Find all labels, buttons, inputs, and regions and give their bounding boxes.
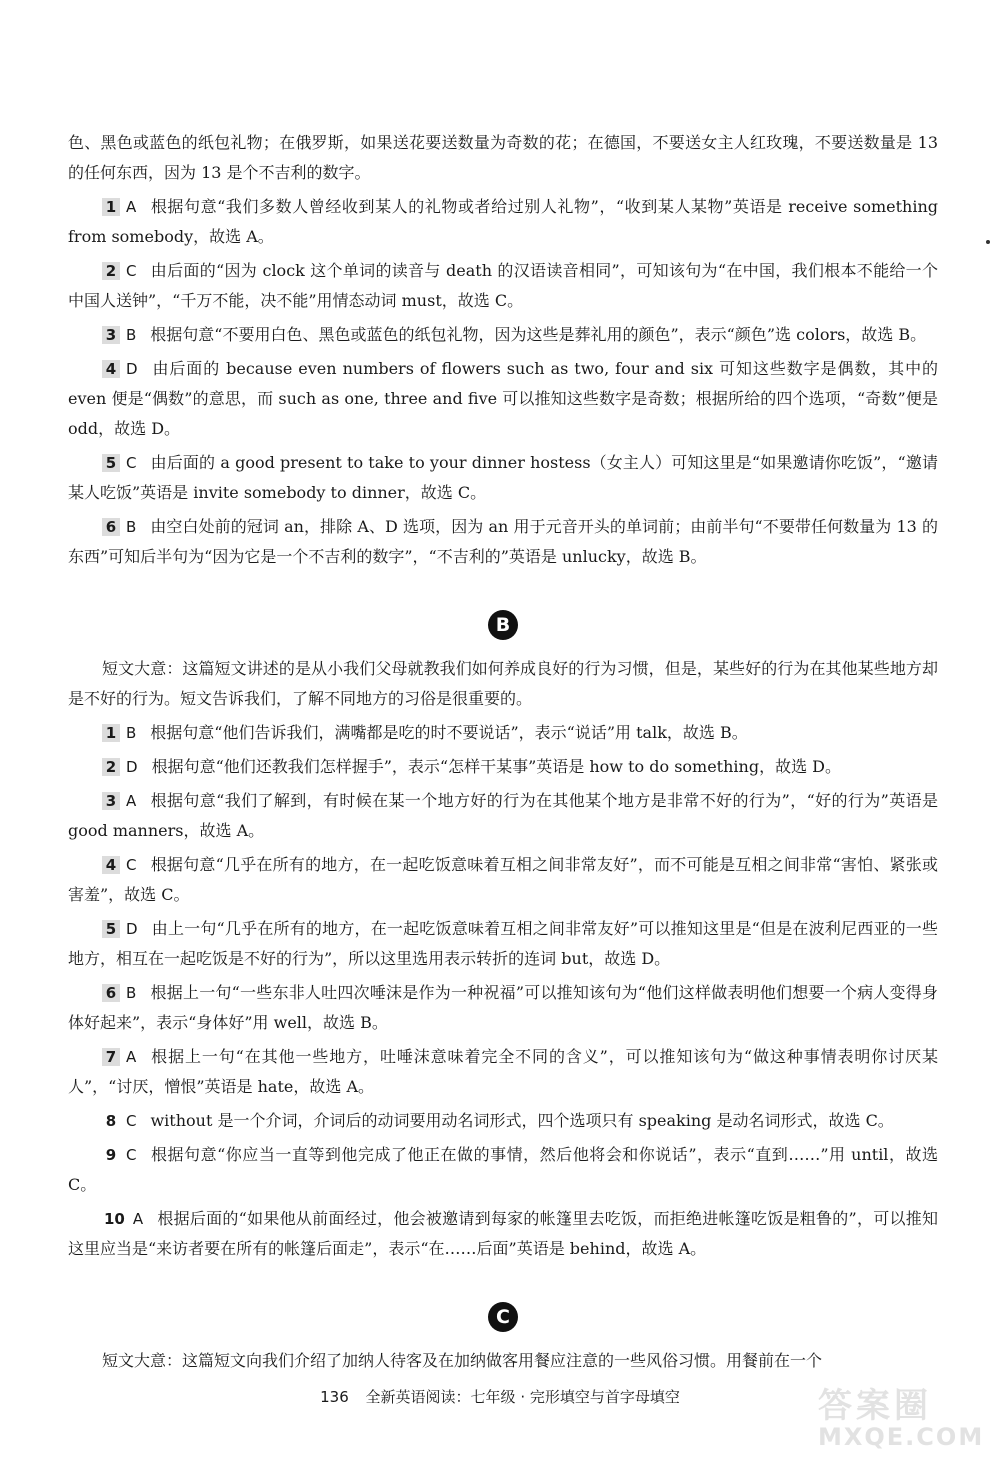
answer-explanation: 由后面的 a good present to take to your dinner hostess（女主人）可知这里是“如果邀请你吃饭”，“邀请某人吃饭”英语是 invite somebody to dinner，故选 C。: [68, 453, 938, 502]
answer-letter: D: [126, 920, 138, 938]
answer-letter: B: [126, 984, 137, 1002]
answer-number: 5: [102, 920, 120, 938]
answer-number: 4: [102, 856, 120, 874]
answer-number: 2: [102, 262, 120, 280]
answer-explanation: 根据句意“几乎在所有的地方，在一起吃饭意味着互相之间非常友好”，而不可能是互相之间非常“害怕、紧张或害羞”，故选 C。: [68, 855, 938, 904]
answer-number: 3: [102, 326, 120, 344]
answer-item: [68, 718, 938, 748]
section-b-heading: [68, 610, 938, 642]
answer-letter: C: [126, 856, 137, 874]
section-c-summary: 短文大意：这篇短文向我们介绍了加纳人待客及在加纳做客用餐应注意的一些风俗习惯。用餐前在一个: [102, 1351, 823, 1370]
answer-item: [68, 752, 938, 782]
answer-explanation: 根据句意“我们了解到，有时候在某一个地方好的行为在其他某个地方是非常不好的行为”，“好的行为”英语是 good manners，故选 A。: [68, 791, 938, 840]
answer-number: 7: [102, 1048, 120, 1066]
answer-item: [68, 354, 938, 444]
section-a-answers: [68, 192, 938, 572]
answer-letter: A: [126, 198, 137, 216]
answer-letter: A: [126, 1048, 137, 1066]
section-c-heading: [68, 1302, 938, 1334]
watermark-logo: [818, 1378, 988, 1468]
answer-explanation: 由后面的 because even numbers of flowers such as two, four and six 可知这些数字是偶数，其中的 even 便是“偶数”的意思，而 such as one, three and five 可以推知这些数字是奇数；根据所给的四个选项，“奇数”便是 odd，故选 D。: [68, 359, 938, 438]
answer-explanation: 根据句意“不要用白色、黑色或蓝色的纸包礼物，因为这些是葬礼用的颜色”，表示“颜色”选 colors，故选 B。: [150, 325, 927, 344]
answer-number: 2: [102, 758, 120, 776]
answer-letter: D: [126, 758, 138, 776]
top-continuation-paragraph: 色、黑色或蓝色的纸包礼物；在俄罗斯，如果送花要送数量为奇数的花；在德国，不要送女主人红玫瑰，不要送数量是 13 的任何东西，因为 13 是个不吉利的数字。: [68, 133, 938, 182]
page-number: 136: [320, 1388, 349, 1406]
answer-number: 4: [102, 360, 120, 378]
answer-letter: C: [126, 1112, 137, 1130]
answer-letter: A: [132, 1210, 144, 1228]
answer-number: 10: [104, 1210, 125, 1228]
answer-explanation: 根据句意“他们告诉我们，满嘴都是吃的时不要说话”，表示“说话”用 talk，故选 B。: [150, 723, 748, 742]
section-b-answers: [68, 718, 938, 1264]
answer-explanation: 根据句意“他们还教我们怎样握手”，表示“怎样干某事”英语是 how to do something，故选 D。: [151, 757, 841, 776]
page-content: [68, 0, 938, 1380]
answer-number: 9: [105, 1146, 117, 1164]
answer-item: [68, 786, 938, 846]
answer-item: [68, 192, 938, 252]
answer-letter: B: [126, 518, 137, 536]
answer-letter: D: [126, 360, 138, 378]
watermark-line2: MXQE.COM: [818, 1423, 985, 1451]
answer-explanation: 根据后面的“如果他从前面经过，他会被邀请到每家的帐篷里去吃饭，而拒绝进帐篷吃饭是粗鲁的”，可以推知这里应当是“来访者要在所有的帐篷后面走”，表示“在……后面”英语是 behind，故选 A。: [68, 1209, 938, 1258]
answer-explanation: 根据上一句“一些东非人吐四次唾沫是作为一种祝福”可以推知该句为“他们这样做表明他们想要一个病人变得身体好起来”，表示“身体好”用 well，故选 B。: [68, 983, 938, 1032]
answer-item: [68, 512, 938, 572]
answer-item: [68, 448, 938, 508]
answer-item: [68, 1204, 938, 1264]
answer-letter: C: [126, 454, 137, 472]
section-b-summary: 短文大意：这篇短文讲述的是从小我们父母就教我们如何养成良好的行为习惯，但是，某些好的行为在其他某些地方却是不好的行为。短文告诉我们，了解不同地方的习俗是很重要的。: [68, 659, 938, 708]
answer-item: [68, 978, 938, 1038]
answer-number: 1: [102, 724, 120, 742]
answer-explanation: 根据句意“你应当一直等到他完成了他正在做的事情，然后他将会和你说话”，表示“直到……”用 until，故选 C。: [68, 1145, 938, 1194]
answer-number: 1: [102, 198, 120, 216]
answer-explanation: 根据句意“我们多数人曾经收到某人的礼物或者给过别人礼物”，“收到某人某物”英语是 receive something from somebody，故选 A。: [68, 197, 938, 246]
answer-item: [68, 1106, 938, 1136]
answer-number: 8: [105, 1112, 117, 1130]
answer-letter: B: [126, 326, 137, 344]
answer-letter: C: [126, 1146, 137, 1164]
answer-explanation: 由空白处前的冠词 an，排除 A、D 选项，因为 an 用于元音开头的单词前；由前半句“不要带任何数量为 13 的东西”可知后半句为“因为它是一个不吉利的数字”，“不吉利的”英语是 unlucky，故选 B。: [68, 517, 938, 566]
answer-explanation: 由上一句“几乎在所有的地方，在一起吃饭意味着互相之间非常友好”可以推知这里是“但是在波利尼西亚的一些地方，相互在一起吃饭是不好的行为”，所以这里选用表示转折的连词 but，故选 D。: [68, 919, 938, 968]
section-b-badge: B: [488, 610, 518, 640]
section-c-badge: C: [488, 1302, 518, 1332]
answer-item: [68, 256, 938, 316]
answer-letter: A: [126, 792, 137, 810]
answer-explanation: 由后面的“因为 clock 这个单词的读音与 death 的汉语读音相同”，可知该句为“在中国，我们根本不能给一个中国人送钟”，“千万不能，决不能”用情态动词 must，故选 C。: [68, 261, 938, 310]
answer-letter: B: [126, 724, 137, 742]
answer-item: [68, 1140, 938, 1200]
answer-item: [68, 1042, 938, 1102]
answer-number: 5: [102, 454, 120, 472]
answer-explanation: 根据上一句“在其他一些地方，吐唾沫意味着完全不同的含义”，可以推知该句为“做这种事情表明你讨厌某人”，“讨厌，憎恨”英语是 hate，故选 A。: [68, 1047, 938, 1096]
watermark-line1: 答案圈: [818, 1386, 932, 1426]
answer-number: 6: [102, 518, 120, 536]
stray-mark: [986, 240, 990, 244]
answer-number: 3: [102, 792, 120, 810]
answer-letter: C: [126, 262, 137, 280]
answer-number: 6: [102, 984, 120, 1002]
answer-item: [68, 914, 938, 974]
answer-explanation: without 是一个介词，介词后的动词要用动名词形式，四个选项只有 speaking 是动名词形式，故选 C。: [150, 1111, 894, 1130]
answer-item: [68, 850, 938, 910]
answer-item: [68, 320, 938, 350]
book-title: 全新英语阅读：七年级 · 完形填空与首字母填空: [365, 1388, 680, 1406]
